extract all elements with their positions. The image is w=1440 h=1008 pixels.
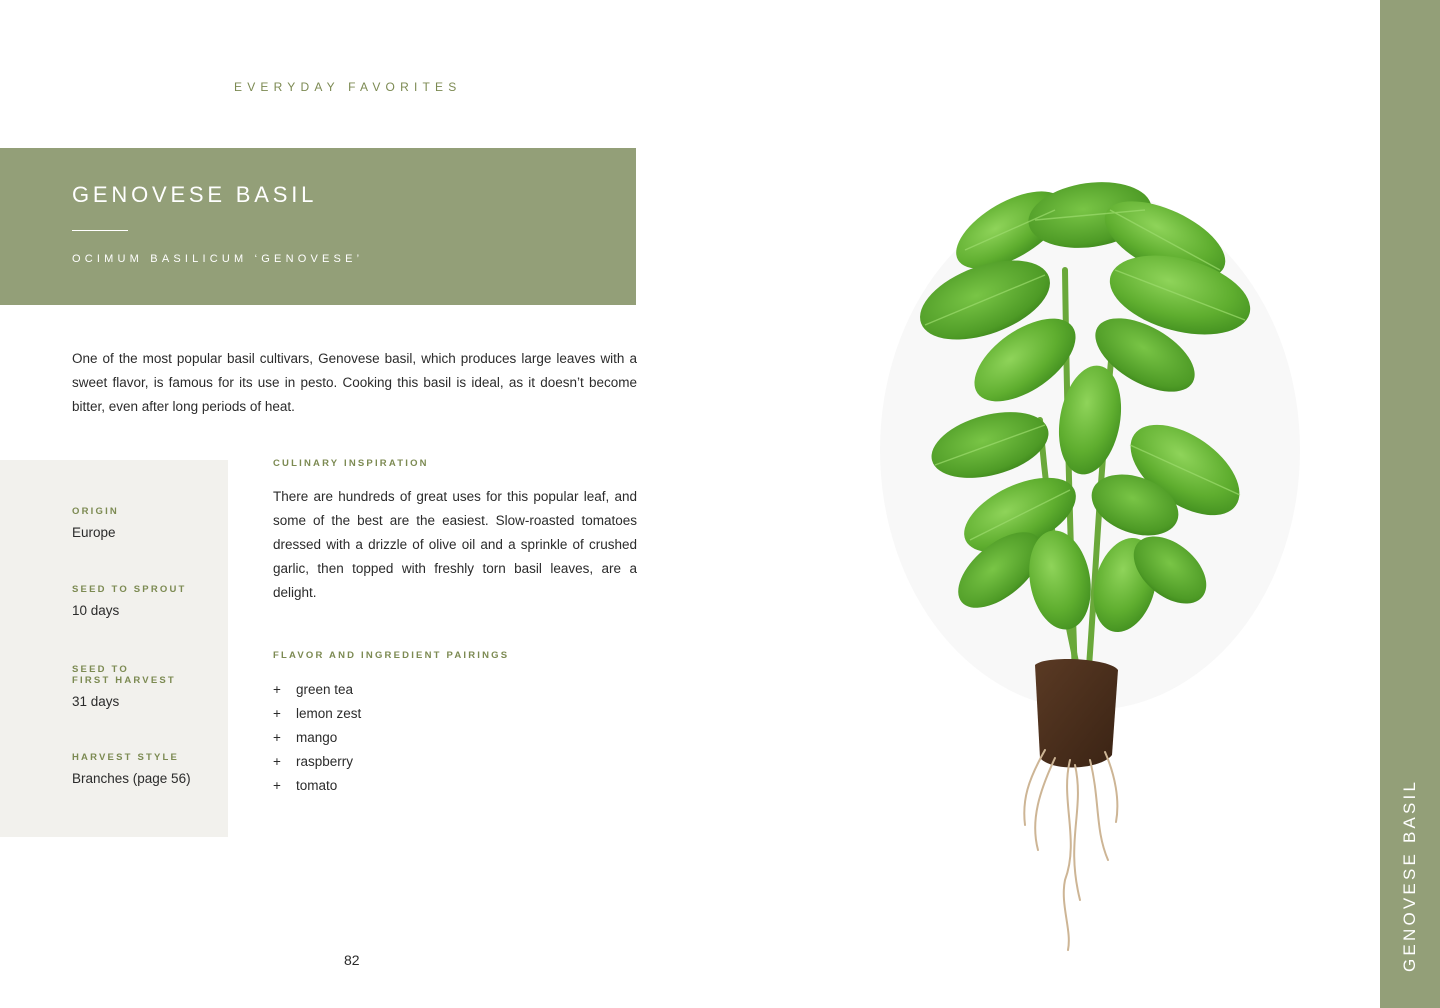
pairing-text: lemon zest	[296, 706, 362, 721]
side-tab-label: GENOVESE BASIL	[1400, 778, 1419, 972]
intro-paragraph: One of the most popular basil cultivars, Genovese basil, which produces large leaves with a sweet flavor, is famous for its use in pesto. Cooking this basil is ideal, as it doesn’t become bitter, even after long periods of heat.	[72, 351, 637, 414]
title-block	[0, 148, 636, 305]
plus-icon: +	[273, 706, 281, 721]
pairing-text: mango	[296, 730, 338, 745]
list-item	[273, 678, 361, 702]
list-item	[273, 726, 361, 750]
plus-icon: +	[273, 778, 281, 793]
fact-value: 31 days	[72, 694, 120, 709]
section-label: EVERYDAY FAVORITES	[234, 80, 462, 94]
plant-roots	[1024, 750, 1117, 950]
fact-label: SEED TO FIRST HARVEST	[72, 664, 176, 686]
pairing-text: tomato	[296, 778, 338, 793]
fact-label: SEED TO SPROUT	[72, 584, 187, 595]
basil-plant-photo	[790, 160, 1310, 960]
fact-harvest-style	[72, 752, 191, 786]
list-item	[273, 750, 361, 774]
fact-value: Europe	[72, 525, 116, 540]
fact-seed-to-sprout	[72, 584, 187, 618]
list-item	[273, 702, 361, 726]
fact-seed-to-harvest	[72, 664, 176, 709]
culinary-text: There are hundreds of great uses for this popular leaf, and some of the best are the easiest. Slow-roasted tomatoes dressed with a drizzle of olive oil and a sprinkle of crushed garlic, then topped with freshly torn basil leaves, are a delight.	[273, 489, 637, 600]
fact-label: HARVEST STYLE	[72, 752, 180, 763]
pairing-text: raspberry	[296, 754, 354, 769]
fact-label: ORIGIN	[72, 506, 119, 517]
fact-origin	[72, 506, 119, 540]
pairing-text: green tea	[296, 682, 354, 697]
culinary-heading: CULINARY INSPIRATION	[273, 458, 429, 469]
plus-icon: +	[273, 730, 281, 745]
page-title: GENOVESE BASIL	[72, 182, 318, 207]
title-divider	[72, 230, 128, 231]
page-number: 82	[344, 952, 360, 968]
plus-icon: +	[273, 754, 281, 769]
pairings-list	[273, 678, 361, 798]
list-item	[273, 774, 361, 798]
pairings-heading: FLAVOR AND INGREDIENT PAIRINGS	[273, 650, 510, 661]
fact-value: 10 days	[72, 603, 120, 618]
plus-icon: +	[273, 682, 281, 697]
fact-value: Branches (page 56)	[72, 771, 191, 786]
latin-name: OCIMUM BASILICUM ‘GENOVESE’	[72, 253, 364, 265]
